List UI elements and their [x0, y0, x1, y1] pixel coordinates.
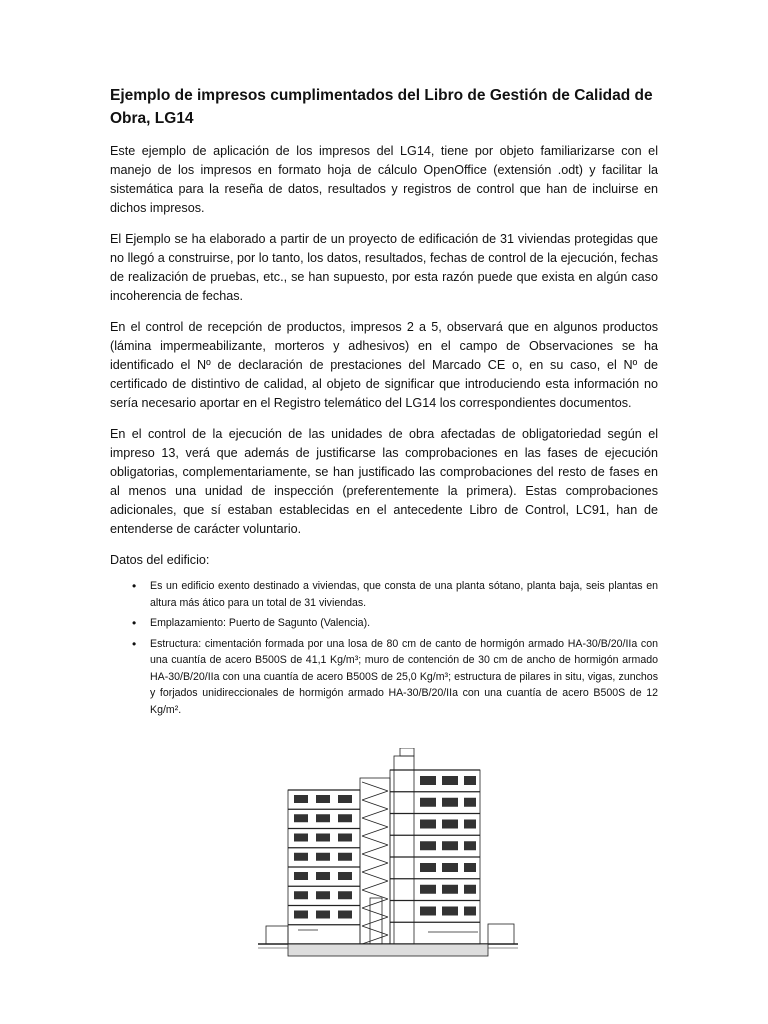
bullet-icon: •: [132, 579, 137, 593]
building-section-drawing-icon: [258, 748, 518, 960]
bullet-icon: •: [132, 616, 137, 630]
paragraph-project: El Ejemplo se ha elaborado a partir de un proyecto de edificación de 31 viviendas protegidas que no llegó a construirse, por lo tanto, los datos, resultados, fechas de control de la ejecución, fechas de realización de pruebas, etc., se han supuesto, por esta razón puede que exista en algún caso incoherencia de fechas.: [110, 232, 658, 303]
bullet-icon: •: [132, 636, 137, 651]
document-body: [110, 84, 658, 722]
list-item-text: Es un edificio exento destinado a viviendas, que consta de una planta sótano, planta baja, seis plantas en altura más ático para un total de 31 viviendas.: [150, 580, 658, 609]
building-data-list: [110, 578, 658, 718]
list-item: [110, 636, 658, 719]
list-item: [110, 615, 658, 632]
paragraph-execution-control: En el control de la ejecución de las unidades de obra afectadas de obligatoriedad según el impreso 13, verá que además de justificarse las comprobaciones en las fases de ejecución obligatorias, complementariamente, se han justificado las comprobaciones del resto de fases en al menos una unidad de inspección (preferentemente la primera). Estas comprobaciones adicionales, que sí estaban establecidas en el antecedente Libro de Control, LC91, han de entenderse de carácter voluntario.: [110, 427, 658, 536]
list-item: [110, 578, 658, 611]
list-item-text: Estructura: cimentación formada por una losa de 80 cm de canto de hormigón armado HA-30/B/20/IIa con una cuantía de acero B500S de 41,1 Kg/m³; muro de contención de 30 cm de ancho de hormigón armado HA-30/B/20/IIa con una cuantía de acero B500S de 25,0 Kg/m³; estructura de pilares in situ, vigas, zunchos y forjados unidireccionales de hormigón armado HA-30/B/20/IIa con una cuantía de acero B500S de 12 Kg/m².: [150, 637, 658, 716]
section-heading: Datos del edificio:: [110, 553, 210, 567]
paragraph-intro: Este ejemplo de aplicación de los impresos del LG14, tiene por objeto familiarizarse con el manejo de los impresos en formato hoja de cálculo OpenOffice (extensión .odt) y facilitar la sistemática para la reseña de datos, resultados y registros de control que han de incluirse en dichos impresos.: [110, 144, 658, 215]
paragraph-reception-control: En el control de recepción de productos, impresos 2 a 5, observará que en algunos productos (lámina impermeabilizante, morteros y adhesivos) en el campo de Observaciones se ha identificado el Nº de declaración de prestaciones del Marcado CE o, en su caso, el Nº de certificado de distintivo de calidad, al objeto de significar que introduciendo esta información no sería necesario aportar en el Registro telemático del LG14 los correspondientes documentos.: [110, 320, 658, 410]
list-item-text: Emplazamiento: Puerto de Sagunto (Valencia).: [150, 617, 371, 629]
document-title: Ejemplo de impresos cumplimentados del Libro de Gestión de Calidad de Obra, LG14: [110, 87, 653, 127]
